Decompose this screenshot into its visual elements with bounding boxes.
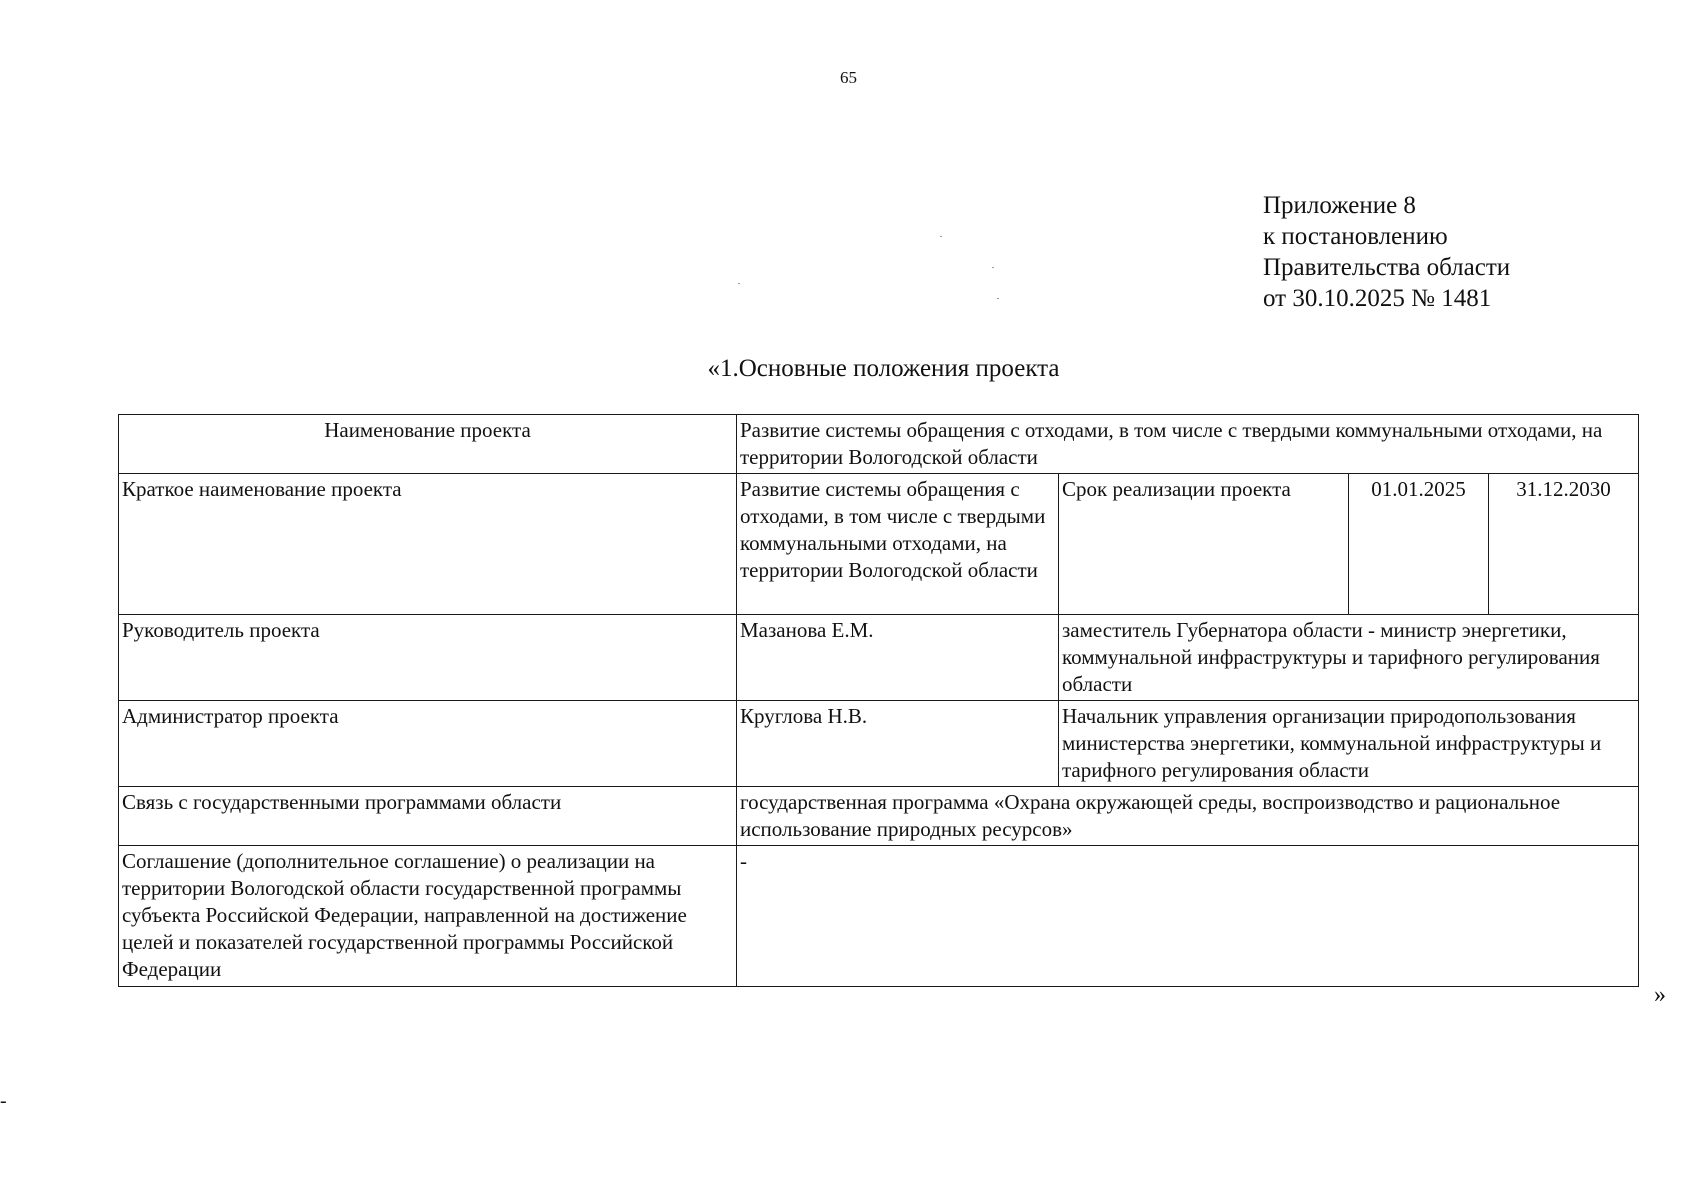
scan-speck <box>992 267 994 268</box>
table-row <box>119 474 1639 615</box>
scan-speck <box>940 236 942 237</box>
start-date: 01.01.2025 <box>1349 474 1489 615</box>
project-name-value: Развитие системы обращения с отходами, в том числе с твердыми коммунальными отходами, на территории Вологодской области <box>737 415 1639 474</box>
table-row <box>119 615 1639 701</box>
short-name-value: Развитие системы обращения с отходами, в том числе с твердыми коммунальными отходами, на территории Вологодской области <box>737 474 1059 615</box>
table-row <box>119 415 1639 474</box>
closing-quote: » <box>1654 982 1666 1008</box>
state-programs-value: государственная программа «Охрана окружающей среды, воспроизводство и рациональное использование природных ресурсов» <box>737 787 1639 846</box>
appendix-block <box>1263 190 1510 314</box>
short-name-label: Краткое наименование проекта <box>119 474 737 615</box>
appendix-line-2: к постановлению <box>1263 223 1448 250</box>
project-leader-position: заместитель Губернатора области - министр энергетики, коммунальной инфраструктуры и тарифного регулирования области <box>1059 615 1639 701</box>
margin-mark: - <box>0 1090 7 1112</box>
table-row <box>119 701 1639 787</box>
project-table <box>118 414 1639 987</box>
state-programs-label: Связь с государственными программами области <box>119 787 737 846</box>
table-row <box>119 846 1639 987</box>
project-administrator-label: Администратор проекта <box>119 701 737 787</box>
page-number: 65 <box>840 68 857 87</box>
project-administrator-name: Круглова Н.В. <box>737 701 1059 787</box>
table-row <box>119 787 1639 846</box>
agreement-value: - <box>737 846 1639 987</box>
period-label: Срок реализации проекта <box>1059 474 1349 615</box>
project-administrator-position: Начальник управления организации природопользования министерства энергетики, коммунальной инфраструктуры и тарифного регулирования области <box>1059 701 1639 787</box>
appendix-line-1: Приложение 8 <box>1263 192 1416 219</box>
scan-speck <box>738 283 740 284</box>
section-title: «1.Основные положения проекта <box>707 355 1060 382</box>
project-leader-name: Мазанова Е.М. <box>737 615 1059 701</box>
end-date: 31.12.2030 <box>1489 474 1639 615</box>
appendix-line-3: Правительства области <box>1263 254 1511 281</box>
agreement-label: Соглашение (дополнительное соглашение) о реализации на территории Вологодской области государственной программы субъекта Российской Федерации, направленной на достижение целей и показателей государственной программы Российской Федерации <box>119 846 737 987</box>
scan-speck <box>997 298 999 299</box>
project-name-label: Наименование проекта <box>119 415 737 474</box>
appendix-line-4: от 30.10.2025 № 1481 <box>1263 285 1492 312</box>
project-leader-label: Руководитель проекта <box>119 615 737 701</box>
